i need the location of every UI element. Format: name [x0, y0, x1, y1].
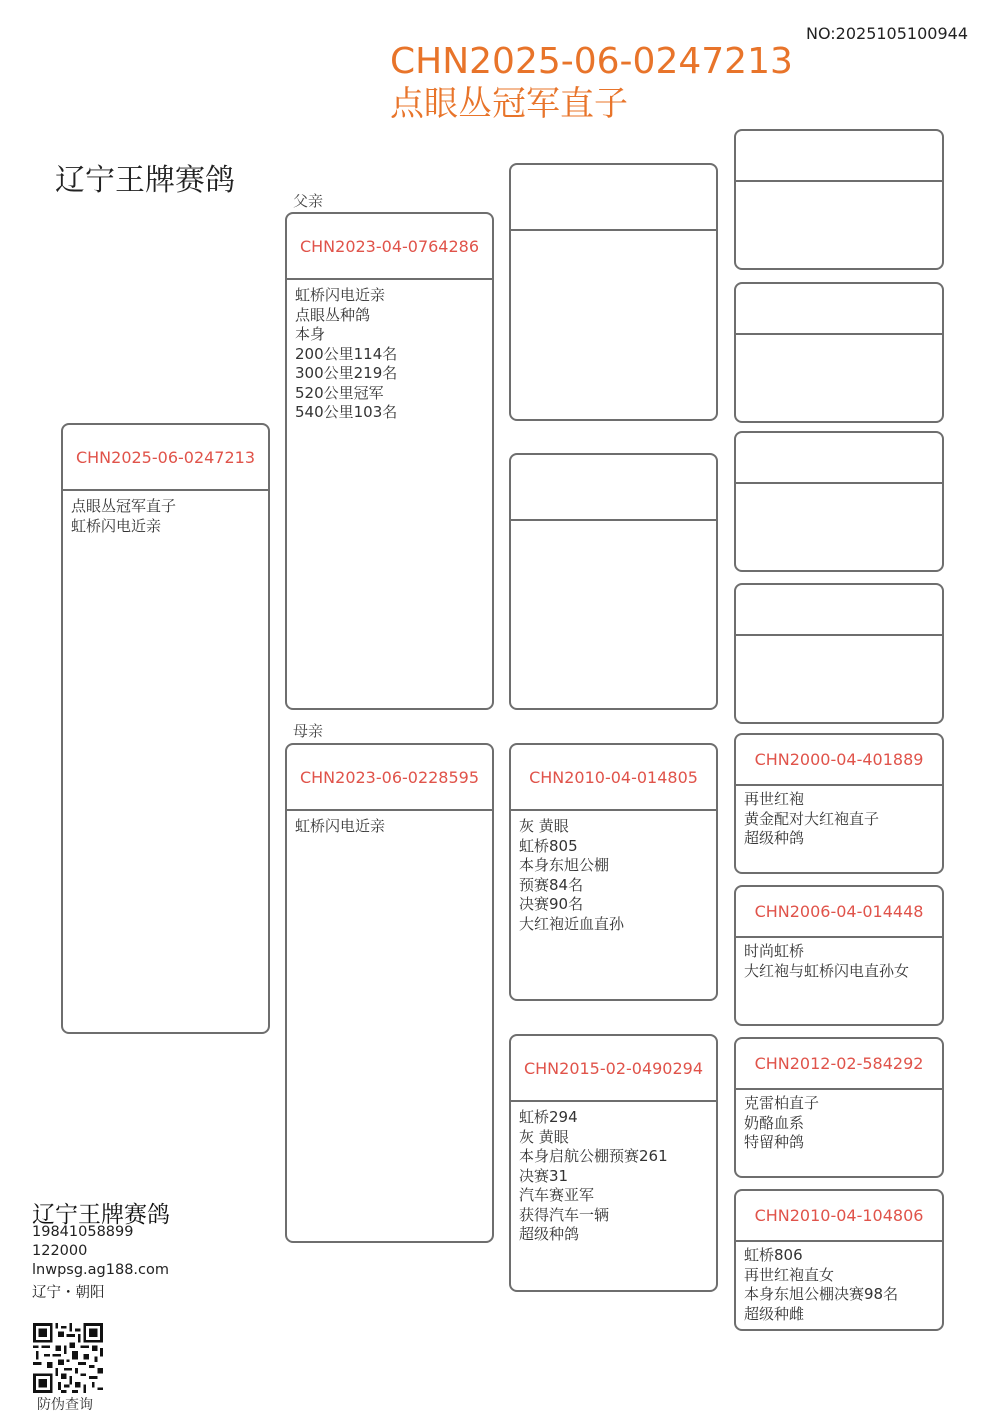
note-line: 大红袍与虹桥闪电直孙女	[744, 961, 910, 980]
ring-number: CHN2010-04-014805	[529, 767, 698, 787]
note-line: 大红袍近血直孙	[519, 914, 625, 933]
note-line: 540公里103名	[295, 403, 398, 421]
ring-number: CHN2015-02-0490294	[523, 1058, 704, 1078]
ring-number: CHN2012-02-584292	[754, 1054, 924, 1073]
note-line: 奶酪血系	[744, 1113, 805, 1132]
note-line: 200公里114名	[295, 344, 398, 363]
footer-postcode: 122000	[32, 1243, 88, 1259]
card-notes	[287, 280, 492, 429]
note-line: 特留种鸽	[744, 1133, 805, 1151]
footer-location: 辽宁・朝阳	[32, 1285, 105, 1301]
card-header	[511, 455, 716, 521]
note-line: 虹桥805	[519, 836, 578, 855]
note-line: 获得汽车一辆	[519, 1205, 610, 1224]
note-line: 再世红袍	[744, 790, 805, 808]
ring-number: CHN2023-06-0228595	[299, 767, 480, 787]
note-line: 本身东旭公棚	[519, 856, 610, 874]
ring-number: CHN2006-04-014448	[754, 902, 924, 921]
dam-dam-sire-card	[734, 1037, 944, 1178]
card-header	[287, 745, 492, 811]
note-line: 本身东旭公棚决赛98名	[744, 1285, 899, 1303]
note-line: 虹桥806	[744, 1246, 803, 1264]
footer-loft-name: 辽宁王牌赛鸽	[32, 1202, 170, 1228]
dam-sire-sire-card	[734, 733, 944, 874]
document-number: NO:2025105100944	[805, 24, 968, 43]
note-line: 预赛84名	[519, 875, 584, 894]
dam-dam-dam-card	[734, 1189, 944, 1331]
card-header	[736, 735, 942, 786]
note-line: 决赛90名	[519, 895, 584, 913]
sire-dam-sire-card	[734, 431, 944, 572]
card-notes	[736, 335, 942, 347]
card-notes	[736, 786, 942, 855]
card-notes	[736, 182, 942, 194]
card-header	[736, 284, 942, 335]
subject-card	[61, 423, 270, 1034]
card-notes	[511, 1102, 716, 1251]
card-notes	[736, 484, 942, 496]
card-notes	[736, 636, 942, 648]
card-notes	[511, 811, 716, 940]
note-line: 克雷柏直子	[744, 1094, 820, 1112]
footer-phone: 19841058899	[32, 1224, 134, 1240]
card-notes	[736, 1090, 942, 1159]
card-header	[736, 887, 942, 938]
ring-number: CHN2023-04-0764286	[299, 236, 480, 256]
note-line: 本身启航公棚预赛261	[519, 1147, 668, 1165]
card-header	[511, 165, 716, 231]
header-pigeon-name: 点眼丛冠军直子	[390, 84, 628, 124]
dam-sire-dam-card	[734, 885, 944, 1026]
note-line: 虹桥闪电近亲	[295, 817, 386, 835]
card-notes	[511, 231, 716, 243]
sire-sire-dam-card	[734, 282, 944, 423]
header-ring-number: CHN2025-06-0247213	[390, 41, 793, 82]
card-header	[736, 1191, 942, 1242]
dam-card	[285, 743, 494, 1243]
note-line: 本身	[295, 325, 326, 343]
note-line: 灰 黄眼	[519, 817, 569, 835]
card-header	[736, 433, 942, 484]
card-header	[736, 131, 942, 182]
card-header	[287, 214, 492, 280]
note-line: 超级种鸽	[744, 829, 805, 847]
card-notes	[736, 938, 942, 987]
note-line: 点眼丛冠军直子	[71, 497, 177, 515]
note-line: 300公里219名	[295, 364, 398, 382]
father-label: 父亲	[293, 192, 324, 210]
note-line: 超级种鸽	[519, 1225, 580, 1243]
footer-website[interactable]: lnwpsg.ag188.com	[32, 1262, 169, 1278]
sire-dam-dam-card	[734, 583, 944, 724]
note-line: 决赛31	[519, 1166, 569, 1185]
note-line: 虹桥闪电近亲	[295, 286, 386, 304]
card-header	[736, 585, 942, 636]
card-header	[511, 745, 716, 811]
note-line: 黄金配对大红袍直子	[744, 809, 880, 828]
card-header	[736, 1039, 942, 1090]
card-header	[511, 1036, 716, 1102]
sire-sire-card	[509, 163, 718, 421]
mother-label: 母亲	[293, 722, 324, 740]
ring-number: CHN2010-04-104806	[754, 1206, 924, 1225]
ring-number: CHN2025-06-0247213	[75, 447, 256, 467]
note-line: 虹桥闪电近亲	[71, 516, 162, 535]
sire-sire-sire-card	[734, 129, 944, 270]
note-line: 520公里冠军	[295, 383, 384, 402]
note-line: 再世红袍直女	[744, 1265, 835, 1284]
note-line: 虹桥294	[519, 1108, 578, 1126]
dam-dam-card	[509, 1034, 718, 1292]
note-line: 灰 黄眼	[519, 1127, 569, 1146]
sire-dam-card	[509, 453, 718, 710]
note-line: 汽车赛亚军	[519, 1186, 595, 1204]
card-notes	[511, 521, 716, 533]
note-line: 超级种雌	[744, 1304, 805, 1323]
card-notes	[63, 491, 268, 542]
card-notes	[287, 811, 492, 843]
sire-card	[285, 212, 494, 710]
note-line: 点眼丛种鸽	[295, 305, 371, 324]
dam-sire-card	[509, 743, 718, 1001]
card-header	[63, 425, 268, 491]
card-notes	[736, 1242, 942, 1330]
note-line: 时尚虹桥	[744, 942, 805, 960]
qr-code-icon[interactable]	[33, 1323, 103, 1393]
qr-code-label: 防伪查询	[37, 1397, 93, 1413]
loft-name: 辽宁王牌赛鸽	[55, 163, 235, 198]
ring-number: CHN2000-04-401889	[754, 750, 924, 769]
